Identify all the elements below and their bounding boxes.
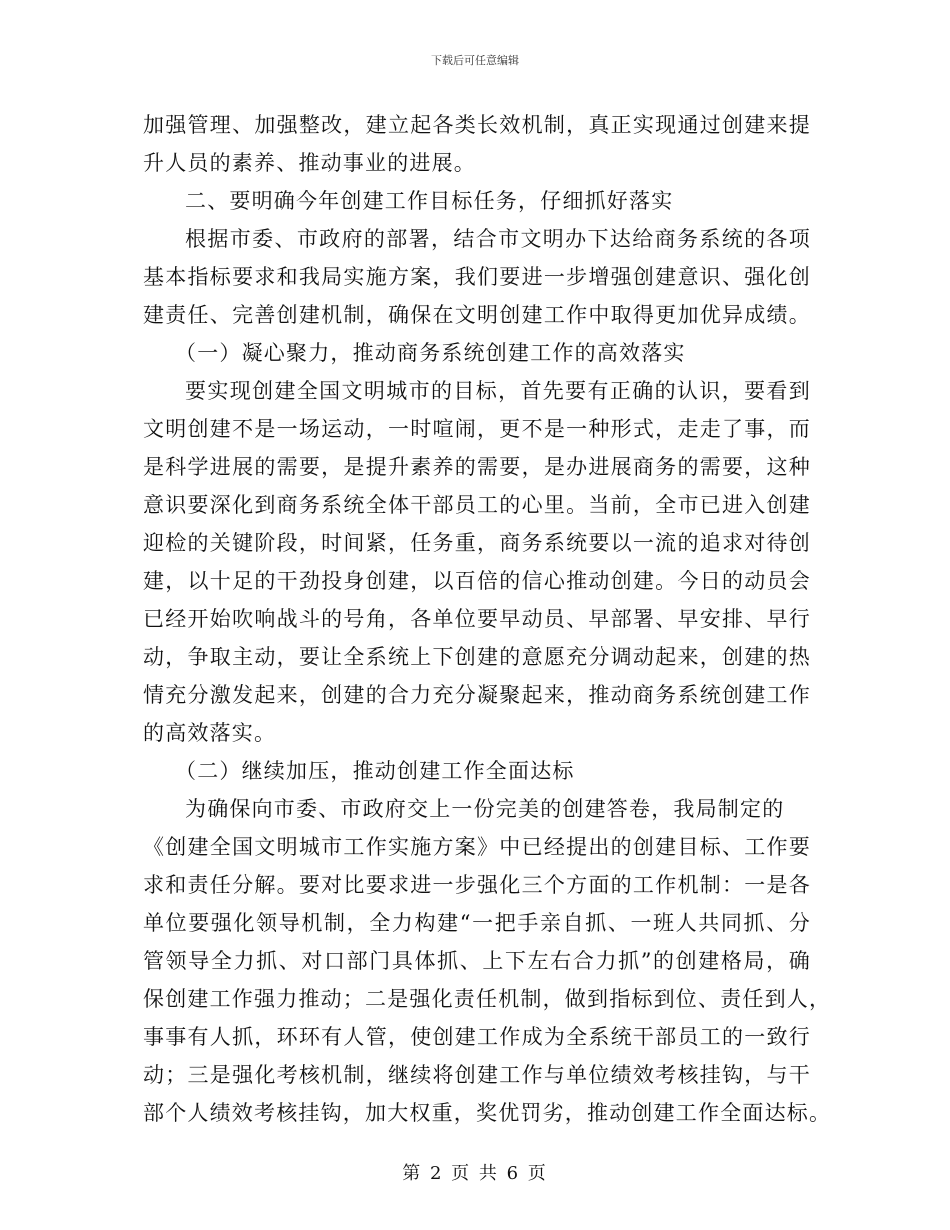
text-line: 迎检的关键阶段，时间紧，任务重，商务系统要以一流的追求对待创 bbox=[143, 531, 811, 555]
document-body bbox=[143, 106, 832, 1132]
text-line: 要实现创建全国文明城市的目标，首先要有正确的认识，要看到 bbox=[185, 379, 811, 403]
text-line: 意识要深化到商务系统全体干部员工的心里。当前，全市已进入创建 bbox=[143, 493, 811, 517]
text-line: 的高效落实。 bbox=[143, 721, 277, 745]
text-line: 《创建全国文明城市工作实施方案》中已经提出的创建目标、工作要 bbox=[143, 835, 811, 859]
text-line: 求和责任分解。要对比要求进一步强化三个方面的工作机制：一是各 bbox=[143, 873, 811, 897]
text-line: 升人员的素养、推动事业的进展。 bbox=[143, 151, 476, 175]
text-line: 情充分激发起来，创建的合力充分凝聚起来，推动商务系统创建工作 bbox=[143, 683, 811, 707]
text-line: 管领导全力抓、对口部门具体抓、上下左右合力抓”的创建格局，确 bbox=[143, 949, 811, 973]
text-line: 文明创建不是一场运动，一时喧闹，更不是一种形式，走走了事，而 bbox=[143, 417, 811, 441]
text-line: 基本指标要求和我局实施方案，我们要进一步增强创建意识、强化创 bbox=[143, 265, 811, 289]
page-number: 第 2 页 共 6 页 bbox=[402, 1163, 548, 1184]
text-line: 建责任、完善创建机制，确保在文明创建工作中取得更加优异成绩。 bbox=[143, 303, 811, 327]
text-line: 建，以十足的干劲投身创建，以百倍的信心推动创建。今日的动员会 bbox=[143, 569, 811, 593]
text-line: 单位要强化领导机制，全力构建“一把手亲自抓、一班人共同抓、分 bbox=[143, 911, 811, 935]
text-line: 根据市委、市政府的部署，结合市文明办下达给商务系统的各项 bbox=[185, 227, 811, 251]
subsection-heading: （二）继续加压，推动创建工作全面达标 bbox=[175, 759, 575, 783]
text-line: 动，争取主动，要让全系统上下创建的意愿充分调动起来，创建的热 bbox=[143, 645, 811, 669]
page-header: 下载后可任意编辑 bbox=[431, 54, 519, 67]
section-heading: 二、要明确今年创建工作目标任务，仔细抓好落实 bbox=[185, 189, 674, 213]
text-line: 是科学进展的需要，是提升素养的需要，是办进展商务的需要，这种 bbox=[143, 455, 811, 479]
text-line: 部个人绩效考核挂钩，加大权重，奖优罚劣，推动创建工作全面达标。 bbox=[143, 1101, 832, 1125]
text-line: 事事有人抓，环环有人管，使创建工作成为全系统干部员工的一致行 bbox=[143, 1025, 811, 1049]
text-line: 保创建工作强力推动；二是强化责任机制，做到指标到位、责任到人， bbox=[143, 987, 832, 1011]
text-line: 加强管理、加强整改，建立起各类长效机制，真正实现通过创建来提 bbox=[143, 113, 811, 137]
text-line: 为确保向市委、市政府交上一份完美的创建答卷，我局制定的 bbox=[185, 797, 785, 821]
subsection-heading: （一）凝心聚力，推动商务系统创建工作的高效落实 bbox=[175, 341, 686, 365]
text-line: 已经开始吹响战斗的号角，各单位要早动员、早部署、早安排、早行 bbox=[143, 607, 811, 631]
text-line: 动；三是强化考核机制，继续将创建工作与单位绩效考核挂钩，与干 bbox=[143, 1063, 811, 1087]
